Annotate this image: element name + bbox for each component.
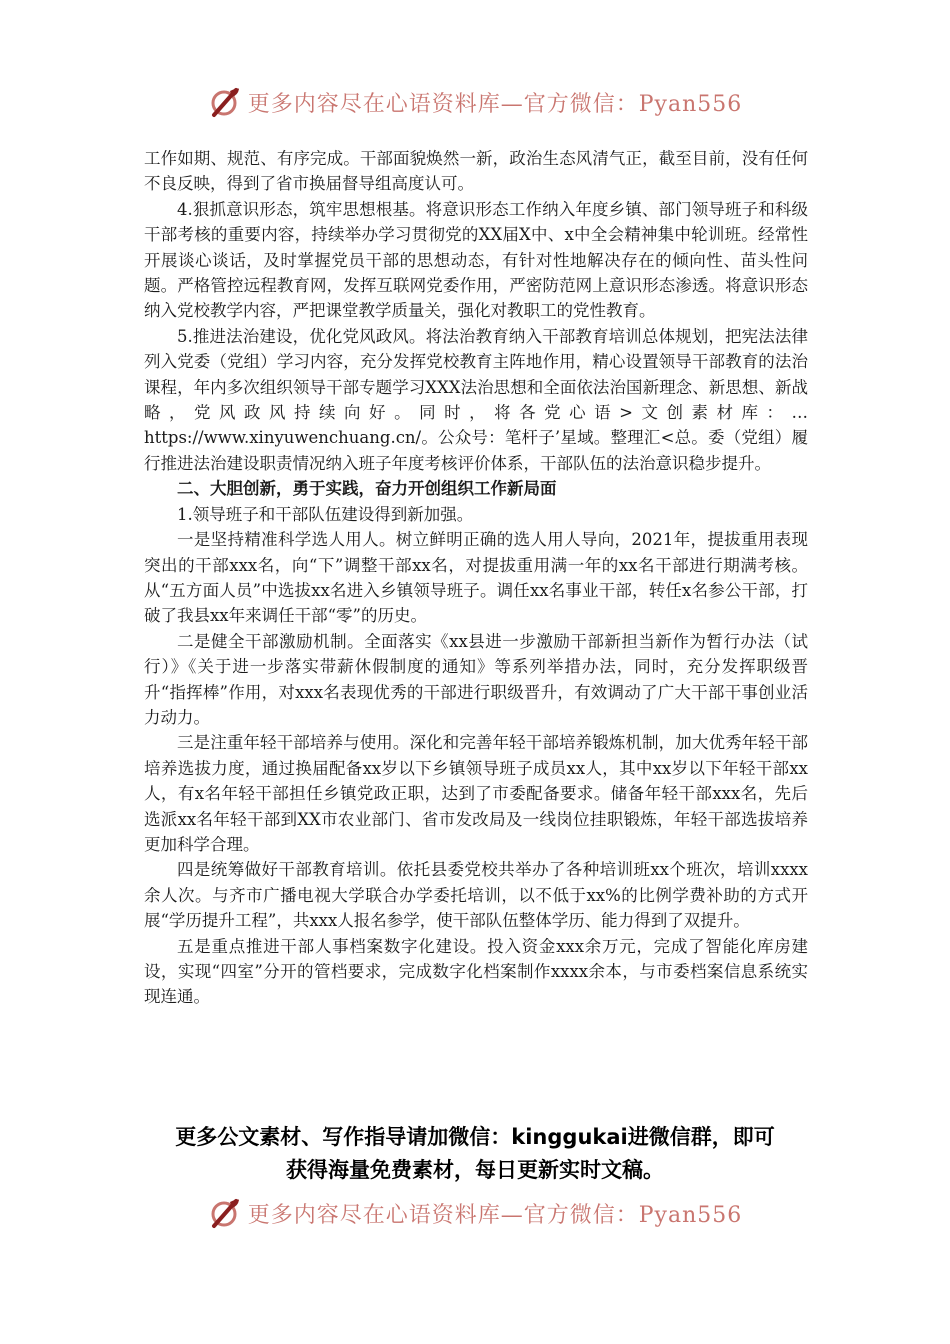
header-banner: [0, 82, 950, 122]
paragraph-young-cadres: 三是注重年轻干部培养与使用。深化和完善年轻干部培养锻炼机制，加大优秀年轻干部培养选拔力度，通过换届配备xx岁以下乡镇领导班子成员xx人，其中xx岁以下年轻干部xx人，有x名年轻干部担任乡镇党政正职，达到了市委配备要求。储备年轻干部xxx名，先后选派xx名年轻干部到XX市农业部门、省市发改局及一线岗位挂职锻炼，年轻干部选拔培养更加科学合理。: [144, 733, 808, 854]
document-body: [144, 146, 808, 1010]
paragraph-selection: 一是坚持精准科学选人用人。树立鲜明正确的选人用人导向，2021年，提拔重用表现突出的干部xxx名，向“下”调整干部xx名，对提拔重用满一年的xx名干部进行期满考核。从“五方面人员”中选拔xx名进入乡镇领导班子。调任xx名事业干部，转任x名参公干部，打破了我县xx年来调任干部“零”的历史。: [144, 530, 808, 626]
paragraph-archives: 五是重点推进干部人事档案数字化建设。投入资金xxx余万元，完成了智能化库房建设，实现“四室”分开的管档要求，完成数字化档案制作xxxx余本，与市委档案信息系统实现连通。: [144, 936, 808, 1007]
subsection-heading: 1.领导班子和干部队伍建设得到新加强。: [177, 504, 474, 524]
quill-pen-logo-icon: [208, 1196, 242, 1230]
quill-pen-logo-icon: [208, 85, 242, 119]
footer-banner-text: 更多内容尽在心语资料库—官方微信：Pyan556: [247, 1202, 743, 1228]
promo-notice: [0, 1121, 950, 1187]
promo-line-2: 获得海量免费素材，每日更新实时文稿。: [286, 1158, 664, 1182]
paragraph-ideology: 4.狠抓意识形态，筑牢思想根基。将意识形态工作纳入年度乡镇、部门领导班子和科级干部考核的重要内容，持续举办学习贯彻党的XX届X中、x中全会精神集中轮训班。经常性开展谈心谈话，及时掌握党员干部的思想动态，有针对性地解决存在的倾向性、苗头性问题。严格管控远程教育网，发挥互联网党委作用，严密防范网上意识形态渗透。将意识形态纳入党校教学内容，严把课堂教学质量关，强化对教职工的党性教育。: [144, 199, 808, 321]
paragraph-rule-of-law: 5.推进法治建设，优化党风政风。将法治教育纳入干部教育培训总体规划，把宪法法律列入党委（党组）学习内容，充分发挥党校教育主阵地作用，精心设置领导干部教育的法治课程，年内多次组织领导干部专题学习XXX法治思想和全面依法治国新理念、新思想、新战略，党风政风持续向好。同时，将各党心语>文创素材库：…https://www.xinyuwenchuang.cn/。公众号：笔杆子’星域。整理汇<总。委（党组）履行推进法治建设职责情况纳入班子年度考核评价体系，干部队伍的法治意识稳步提升。: [144, 326, 808, 473]
section-heading: 二、大胆创新，勇于实践，奋力开创组织工作新局面: [177, 479, 557, 499]
header-banner-text: 更多内容尽在心语资料库—官方微信：Pyan556: [247, 91, 743, 117]
paragraph-incentive: 二是健全干部激励机制。全面落实《xx县进一步激励干部新担当新作为暂行办法（试行）》《关于进一步落实带薪休假制度的通知》等系列举措办法，同时，充分发挥职级晋升“指挥棒”作用，对xxx名表现优秀的干部进行职级晋升，有效调动了广大干部干事创业活力动力。: [144, 631, 808, 727]
promo-line-1: 更多公文素材、写作指导请加微信：kinggukai进微信群，即可: [175, 1125, 775, 1149]
paragraph-training: 四是统筹做好干部教育培训。依托县委党校共举办了各种培训班xx个班次，培训xxxx余人次。与齐市广播电视大学联合办学委托培训，以不低于xx%的比例学费补助的方式开展“学历提升工程”，共xxx人报名参学，使干部队伍整体学历、能力得到了双提升。: [144, 860, 808, 931]
paragraph-continuation: 工作如期、规范、有序完成。干部面貌焕然一新，政治生态风清气正，截至目前，没有任何不良反映，得到了省市换届督导组高度认可。: [144, 149, 808, 194]
footer-banner: [0, 1193, 950, 1233]
